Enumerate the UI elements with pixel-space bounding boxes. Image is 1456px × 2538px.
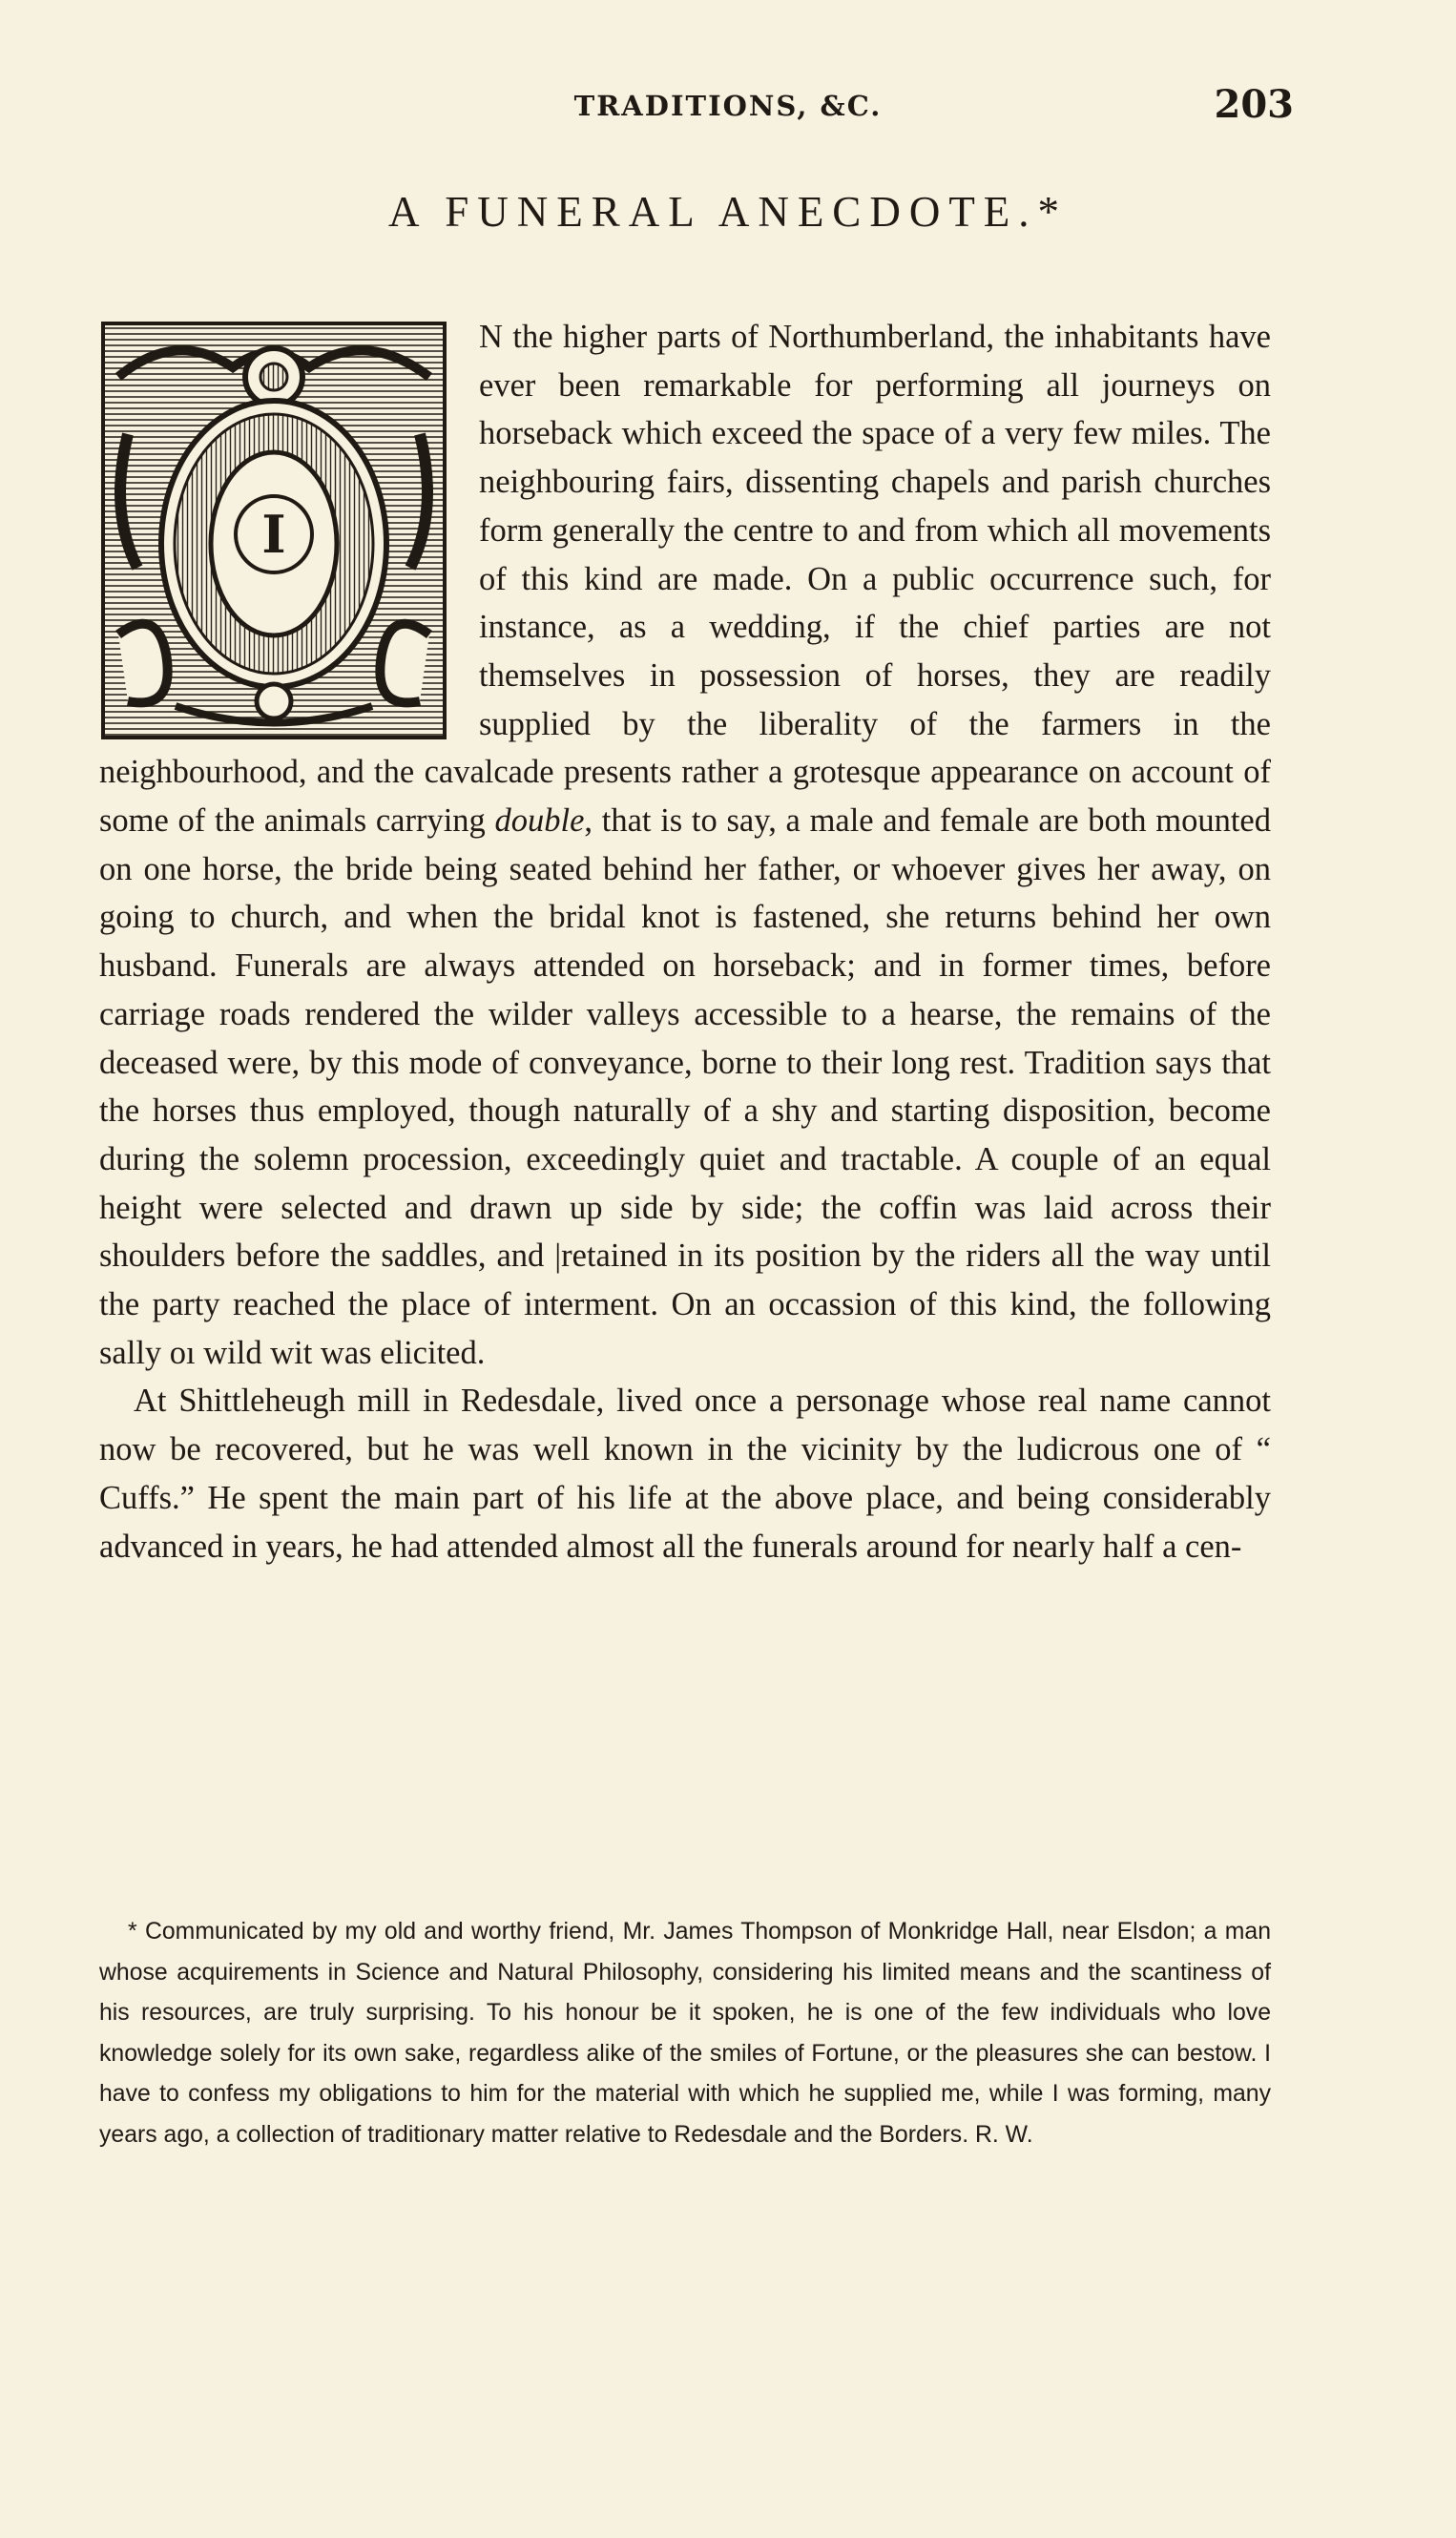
article-body [99, 313, 1271, 1571]
emphasis-double: double [494, 802, 585, 840]
page-number: 203 [1214, 82, 1294, 127]
running-title: TRADITIONS, &C. [573, 90, 883, 122]
footnote [99, 1912, 1271, 2155]
footnote-text: * Communicated by my old and worthy friend, Mr. James Thompson of Monkridge Hall, near Elsdon; a man whose acquirements in Science and Natural Philosophy, considering his limited means and the scantiness of his resources, are truly surprising. To his honour be it spoken, he is one of the few individuals who love knowledge solely for its own sake, regardless alike of the smiles of Fortune, or the pleasures she can bestow. I have to confess my obligations to him for the material with which he supplied me, while I was forming, many years ago, a collection of traditionary matter relative to Redesdale and the Borders. R. W. [99, 1919, 1271, 2148]
article-title: A FUNERAL ANECDOTE.* [387, 188, 1069, 236]
drop-cap-inner-letter: I [261, 504, 286, 565]
paragraph-2: At Shittleheugh mill in Redesdale, lived once a personage whose real name cannot now be recovered, but he was well known in the vicinity by the ludicrous one of “ Cuffs.” He spent the main part of his life at the above place, and being considerably advanced in years, he had attended almost all the funerals around for nearly half a cen- [99, 1383, 1271, 1565]
running-head [0, 80, 1456, 128]
paragraph-1-part-b: , that is to say, a male and female are both mounted on one horse, the bride being seated behind her father, or whoever gives her away, on going to church, and when the bridal knot is fastened, she returns behind her own husband. Funerals are always attended on horseback; and in former times, before carriage roads rendered the wilder valleys accessible to a hearse, the remains of the deceased were, by this mode of conveyance, borne to their long rest. Tradition says that the horses thus employed, though naturally of a shy and starting disposition, become during the solemn procession, exceedingly quiet and tractable. A couple of an equal height were selected and drawn up side by side; the coffin was laid across their shoulders before the saddles, and |retained in its position by the riders all the way until the party reached the place of interment. On an occassion of this kind, the following sally oı wild wit was elicited. [99, 802, 1271, 1371]
ornamental-drop-cap [99, 320, 448, 741]
paragraph-1-part-a: N the higher parts of Northumberland, the inhabitants have ever been remarkable for performing all journeys on horseback which exceed the space of a very few miles. The neighbouring fairs, dissenting chapels and parish churches form generally the centre to and from which all movements of this kind are made. On a public occurrence such, for instance, as a wedding, if the chief parties are not themselves in possession of horses, they are readily supplied by the liberality of the farmers in the neighbourhood, and the cavalcade presents rather a grotesque appearance on account of some of the animals carrying [99, 319, 1271, 840]
drop-cap-ornament-icon [99, 320, 448, 741]
